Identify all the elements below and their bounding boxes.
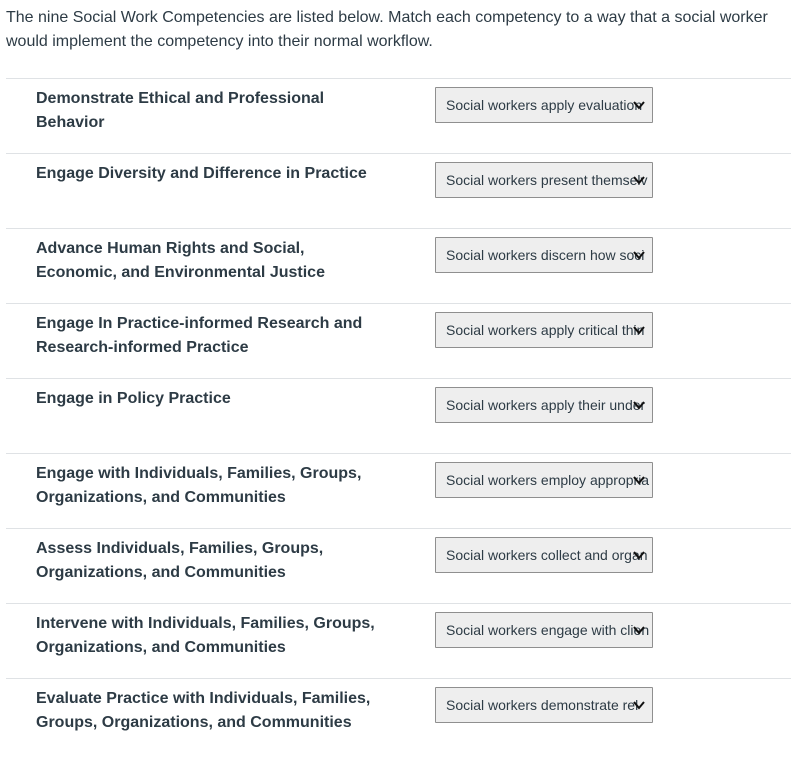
answer-select[interactable] xyxy=(435,87,653,123)
answer-select[interactable] xyxy=(435,162,653,198)
chevron-down-icon xyxy=(633,550,645,560)
competency-label: Assess Individuals, Families, Groups, Organizations, and Communities xyxy=(36,540,324,581)
competency-label: Engage with Individuals, Families, Groups, Organizations, and Communities xyxy=(36,465,362,506)
chevron-down-icon xyxy=(633,100,645,110)
answer-select[interactable] xyxy=(435,462,653,498)
match-row xyxy=(6,453,791,528)
answer-select-value: Social workers present themselv xyxy=(446,172,648,188)
chevron-down-icon xyxy=(633,625,645,635)
competency-label: Intervene with Individuals, Families, Groups, Organizations, and Communities xyxy=(36,615,375,656)
competency-label: Demonstrate Ethical and Professional Behavior xyxy=(36,90,325,131)
competency-label: Engage in Policy Practice xyxy=(36,390,231,407)
answer-select-value: Social workers discern how soci xyxy=(446,247,645,263)
chevron-down-icon xyxy=(633,325,645,335)
match-row xyxy=(6,78,791,153)
answer-select[interactable] xyxy=(435,612,653,648)
answer-select[interactable] xyxy=(435,687,653,723)
match-row xyxy=(6,378,791,453)
chevron-down-icon xyxy=(633,475,645,485)
answer-select-value: Social workers apply critical thin xyxy=(446,322,645,338)
answer-select-value: Social workers collect and organ xyxy=(446,547,648,563)
answer-select[interactable] xyxy=(435,387,653,423)
competency-label: Advance Human Rights and Social, Economic, and Environmental Justice xyxy=(36,240,325,281)
chevron-down-icon xyxy=(633,400,645,410)
match-row xyxy=(6,303,791,378)
chevron-down-icon xyxy=(633,250,645,260)
competency-label: Engage In Practice-informed Research and Research-informed Practice xyxy=(36,315,363,356)
match-row xyxy=(6,678,791,753)
chevron-down-icon xyxy=(633,175,645,185)
answer-select[interactable] xyxy=(435,237,653,273)
answer-select[interactable] xyxy=(435,537,653,573)
answer-select-value: Social workers engage with clien xyxy=(446,622,650,638)
chevron-down-icon xyxy=(633,700,645,710)
match-row xyxy=(6,528,791,603)
competency-label: Engage Diversity and Difference in Practice xyxy=(36,165,367,182)
answer-select-value: Social workers apply their under xyxy=(446,397,646,413)
match-row xyxy=(6,228,791,303)
answer-select[interactable] xyxy=(435,312,653,348)
competency-label: Evaluate Practice with Individuals, Families, Groups, Organizations, and Communities xyxy=(36,690,371,731)
match-row xyxy=(6,153,791,228)
answer-select-value: Social workers employ appropria xyxy=(446,472,650,488)
match-list xyxy=(6,78,791,753)
answer-select-value: Social workers apply evaluation xyxy=(446,97,643,113)
question-instructions: The nine Social Work Competencies are listed below. Match each competency to a way that a social worker would implement the competency into their normal workflow. xyxy=(6,9,768,50)
answer-select-value: Social workers demonstrate rel xyxy=(446,697,639,713)
match-row xyxy=(6,603,791,678)
